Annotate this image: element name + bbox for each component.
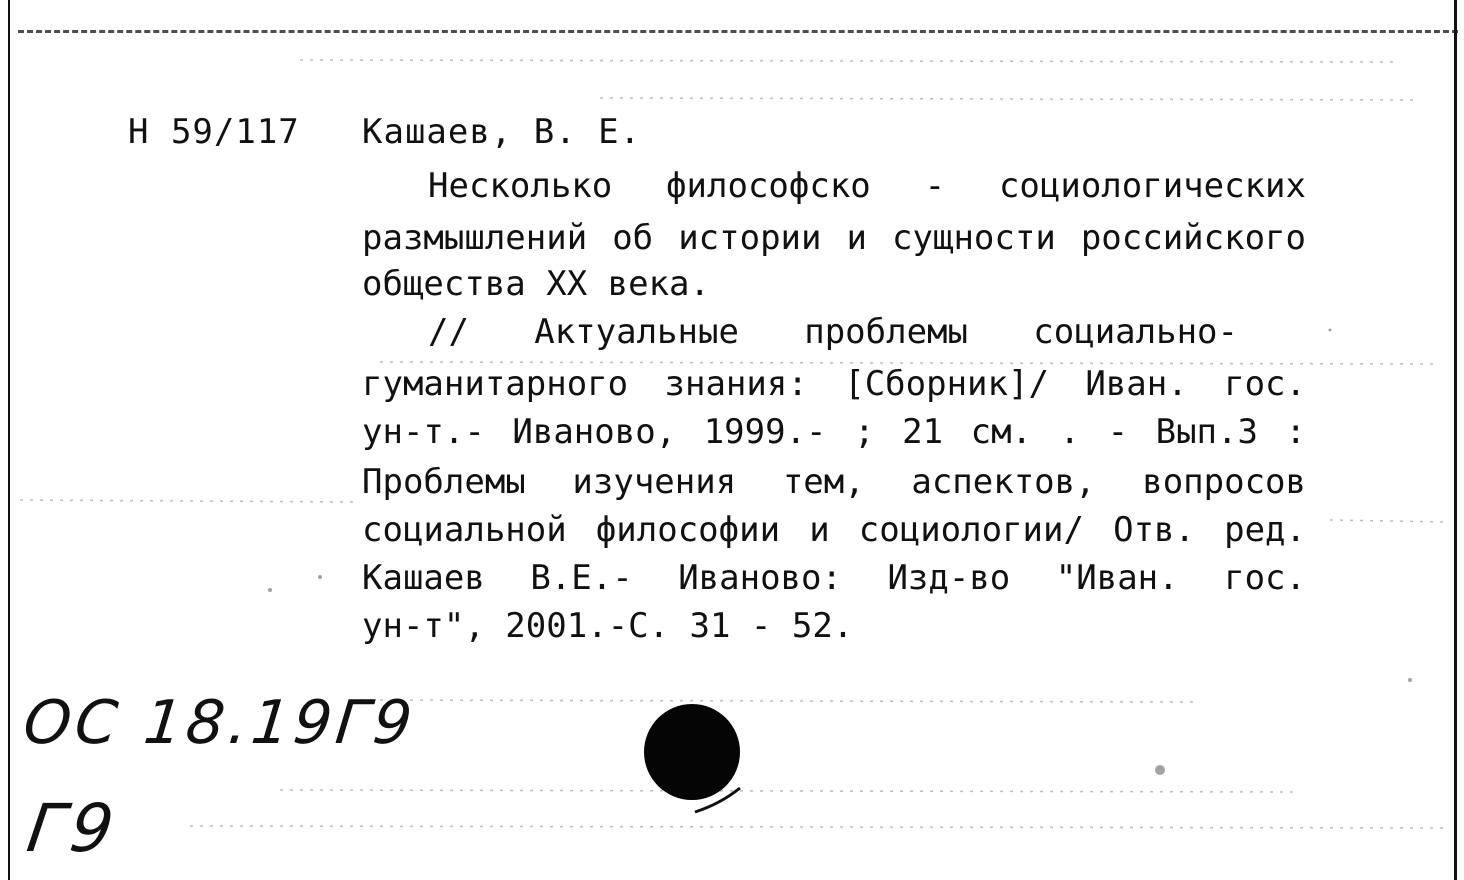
description-line: ун-т.- Иваново, 1999.- ; 21 см. . - Вып.3 : xyxy=(362,412,1306,452)
card-left-border xyxy=(8,0,10,880)
card-right-border xyxy=(1454,0,1457,880)
card-top-border xyxy=(18,30,1458,33)
handwritten-inventory-number: ОС 18.19Г9 xyxy=(20,688,420,758)
description-line: // Актуальные проблемы социально- xyxy=(428,312,1238,352)
description-line: Проблемы изучения тем, аспектов, вопросов xyxy=(362,462,1306,502)
handwritten-class-mark: Г9 xyxy=(22,790,125,867)
author-heading: Кашаев, В. Е. xyxy=(362,112,642,152)
description-line: социальной философии и социологии/ Отв. ред. xyxy=(362,510,1306,550)
description-line: Несколько философско - социологических xyxy=(428,166,1306,206)
description-line: размышлений об истории и сущности российского xyxy=(362,218,1306,258)
punch-hole-icon xyxy=(640,700,760,830)
description-line: гуманитарного знания: [Сборник]/ Иван. гос. xyxy=(362,364,1306,404)
description-line: ун-т", 2001.-С. 31 - 52. xyxy=(362,606,854,646)
shelfmark: Н 59/117 xyxy=(128,112,300,152)
description-line: Кашаев В.Е.- Иваново: Изд-во "Иван. гос. xyxy=(362,558,1306,598)
description-line: общества XX века. xyxy=(362,264,710,304)
